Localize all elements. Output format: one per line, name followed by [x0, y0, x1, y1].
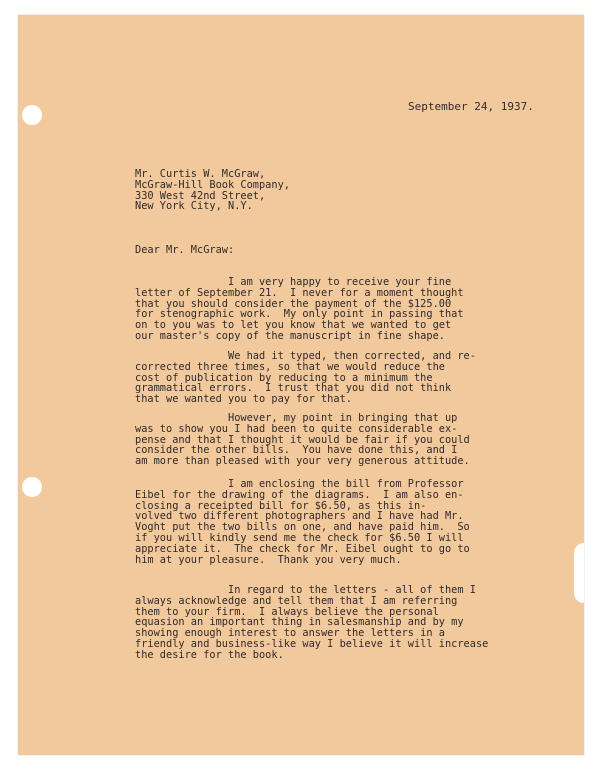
body-line: pense and that I thought it would be fair if you could: [135, 433, 470, 446]
body-line: I am very happy to receive your fine: [135, 276, 452, 288]
body-line: closing a receipted bill for $6.50, as this in-: [135, 499, 427, 512]
paragraph-2: [135, 351, 476, 405]
body-line: In regard to the letters - all of them I: [135, 584, 476, 596]
paragraph-1: [135, 277, 464, 342]
body-line: always acknowledge and tell them that I am referring: [135, 594, 458, 607]
body-line: cost of publication by reducing to a minimum the: [135, 371, 433, 384]
body-line: for stenographic work. My only point in passing that: [135, 308, 464, 321]
body-line: consider the other bills. You have done this, and I: [135, 444, 458, 457]
body-line: the desire for the book.: [135, 648, 284, 661]
letter-date: September 24, 1937.: [408, 100, 534, 113]
body-line: showing enough interest to answer the letters in a: [135, 627, 445, 640]
punch-hole-top: [22, 105, 42, 125]
punch-hole-bottom: [22, 477, 42, 497]
body-line: We had it typed, then corrected, and re-: [135, 350, 476, 362]
body-line: Voght put the two bills on one, and have paid him. So: [135, 521, 470, 534]
body-line: on to you was to let you know that we wanted to get: [135, 319, 452, 332]
address-line: Mr. Curtis W. McGraw,: [135, 168, 266, 180]
body-line: volved two different photographers and I have had Mr.: [135, 510, 464, 523]
body-line: friendly and business-like way I believe it will increase: [135, 637, 489, 650]
body-line: that we wanted you to pay for that.: [135, 393, 352, 406]
body-line: letter of September 21. I never for a moment thought: [135, 286, 464, 299]
address-line: New York City, N.Y.: [135, 200, 253, 213]
torn-edge: [574, 543, 584, 603]
paragraph-5: [135, 585, 488, 661]
body-line: grammatical errors. I trust that you did not think: [135, 382, 452, 395]
letter-sheet: [18, 15, 584, 755]
address-line: 330 West 42nd Street,: [135, 189, 266, 202]
body-line: if you will kindly send me the check for $6.50 I will: [135, 531, 464, 544]
body-line: our master's copy of the manuscript in fine shape.: [135, 329, 445, 342]
recipient-address: [135, 169, 290, 212]
body-line: corrected three times, so that we would reduce the: [135, 360, 445, 373]
body-line: that you should consider the payment of the $125.00: [135, 297, 452, 310]
salutation: Dear Mr. McGraw:: [135, 244, 235, 256]
body-line: Eibel for the drawing of the diagrams. I am also en-: [135, 488, 464, 501]
body-line: am more than pleased with your very generous attitude.: [135, 455, 470, 468]
body-line: was to show you I had been to quite considerable ex-: [135, 422, 458, 435]
body-line: However, my point in bringing that up: [135, 412, 458, 424]
body-line: equasion an important thing in salesmanship and by my: [135, 616, 464, 629]
body-line: them to your firm. I always believe the personal: [135, 605, 439, 618]
address-line: McGraw-Hill Book Company,: [135, 178, 290, 191]
body-line: him at your pleasure. Thank you very much.: [135, 553, 402, 566]
paragraph-3: [135, 413, 470, 467]
body-line: appreciate it. The check for Mr. Eibel ought to go to: [135, 542, 470, 555]
paragraph-4: [135, 479, 470, 565]
body-line: I am enclosing the bill from Professor: [135, 478, 464, 490]
